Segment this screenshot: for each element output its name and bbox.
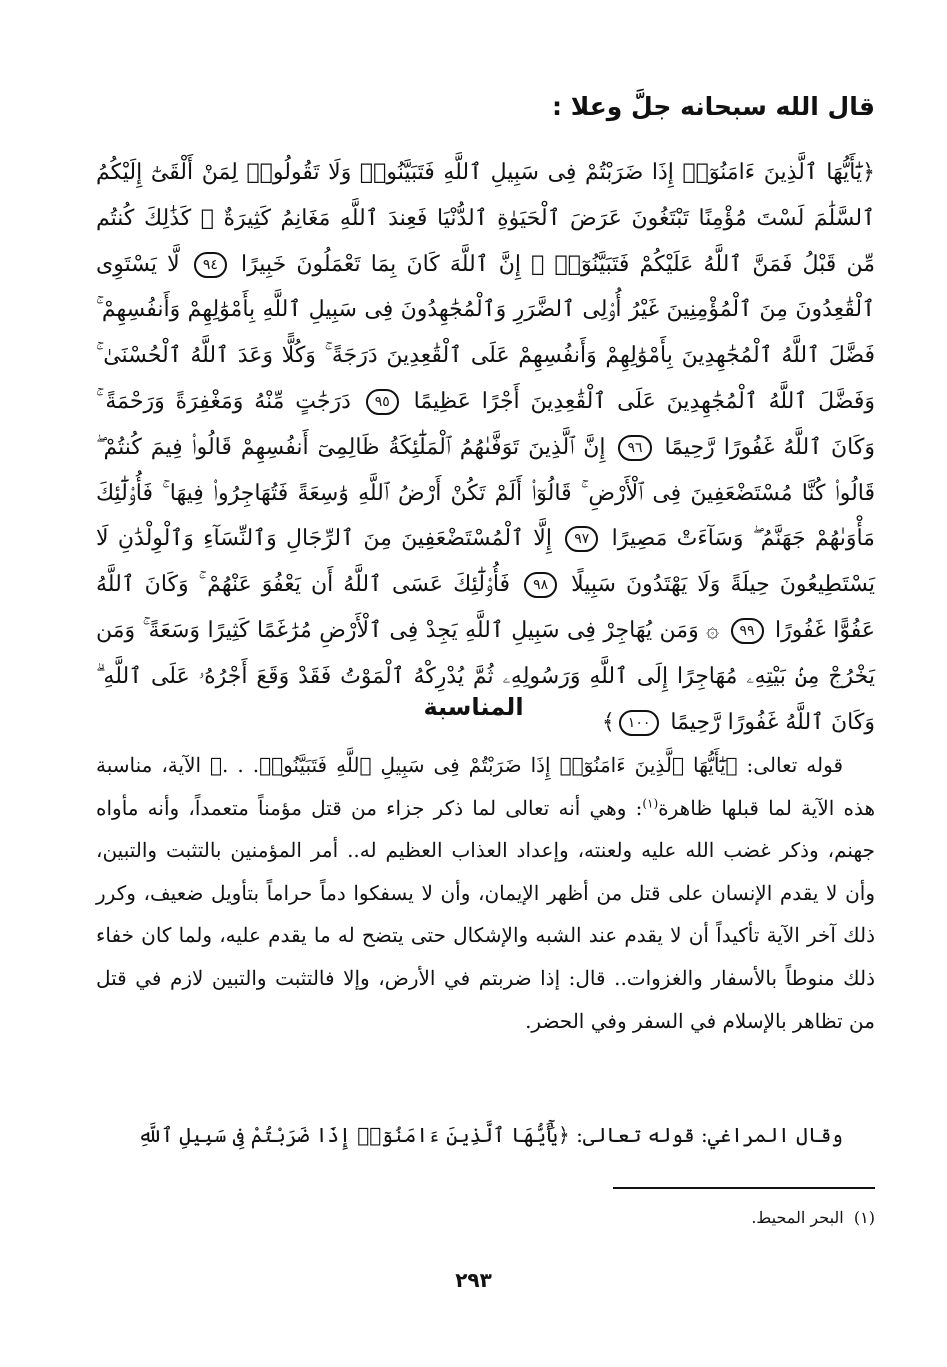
quran-verses	[96, 150, 875, 745]
verse-number-96: ٩٦	[618, 435, 651, 461]
verse-100-text: وَمَن يُهَاجِرْ فِى سَبِيلِ ٱللَّهِ يَجِدْ فِى ٱلْأَرْضِ مُرَٰغَمًا كَثِيرًا وَسَعَةً ۚ وَمَن يَخْرُجْ مِنۢ بَيْتِهِۦ مُهَاجِرًا إِلَى ٱللَّهِ وَرَسُولِهِۦ ثُمَّ يُدْرِكْهُ ٱلْمَوْتُ فَقَدْ وَقَعَ أَجْرُهُۥ عَلَى ٱللَّهِ ۗ وَكَانَ ٱللَّهُ غَفُورًا رَّحِيمًا	[96, 617, 875, 735]
verse-number-99: ٩٩	[731, 618, 764, 644]
verse-95-text: لَّا يَسْتَوِى ٱلْقَٰعِدُونَ مِنَ ٱلْمُؤْمِنِينَ غَيْرُ أُو۟لِى ٱلضَّرَرِ وَٱلْمُجَٰهِدُونَ فِى سَبِيلِ ٱللَّهِ بِأَمْوَٰلِهِمْ وَأَنفُسِهِمْ ۚ فَضَّلَ ٱللَّهُ ٱلْمُجَٰهِدِينَ بِأَمْوَٰلِهِمْ وَأَنفُسِهِمْ عَلَى ٱلْقَٰعِدِينَ دَرَجَةً ۚ وَكُلًّا وَعَدَ ٱللَّهُ ٱلْحُسْنَىٰ ۚ وَفَضَّلَ ٱللَّهُ ٱلْمُجَٰهِدِينَ عَلَى ٱلْقَٰعِدِينَ أَجْرًا عَظِيمًا	[96, 251, 875, 414]
verse-98-text: إِلَّا ٱلْمُسْتَضْعَفِينَ مِنَ ٱلرِّجَالِ وَٱلنِّسَآءِ وَٱلْوِلْدَٰنِ لَا يَسْتَطِيعُونَ حِيلَةً وَلَا يَهْتَدُونَ سَبِيلًا	[96, 526, 875, 598]
verse-94-text: يَٰٓأَيُّهَا ٱلَّذِينَ ءَامَنُوٓا۟ إِذَا ضَرَبْتُمْ فِى سَبِيلِ ٱللَّهِ فَتَبَيَّنُوا۟ وَلَا تَقُولُوا۟ لِمَنْ أَلْقَىٰٓ إِلَيْكُمُ ٱلسَّلَٰمَ لَسْتَ مُؤْمِنًا تَبْتَغُونَ عَرَضَ ٱلْحَيَوٰةِ ٱلدُّنْيَا فَعِندَ ٱللَّهِ مَغَانِمُ كَثِيرَةٌ ۚ كَذَٰلِكَ كُنتُم مِّن قَبْلُ فَمَنَّ ٱللَّهُ عَلَيْكُمْ فَتَبَيَّنُوٓا۟ ۚ إِنَّ ٱللَّهَ كَانَ بِمَا تَعْمَلُونَ خَبِيرًا	[96, 160, 875, 277]
hizb-ornament-icon: ۞	[706, 617, 720, 643]
paragraph-text: وقال المراغي: قوله تعالى:	[569, 1123, 843, 1147]
verse-number-97: ٩٧	[565, 526, 598, 552]
section-heading: المناسبة	[423, 693, 524, 721]
verse-number-100: ١٠٠	[619, 710, 660, 736]
footnote-marker: (١)	[853, 1208, 875, 1227]
footnote-reference[interactable]: (١)	[642, 795, 659, 810]
verse-number-95: ٩٥	[366, 389, 399, 415]
quoted-verse: ﴿يَٰٓأَيُّهَا ٱلَّذِينَ ءَامَنُوٓا۟ إِذَا ضَرَبْتُمْ فِى سَبِيلِ ٱللَّهِ فَتَبَيَّنُوا۟. . .﴾	[210, 753, 738, 777]
page-number: ٢٩٣	[455, 1268, 492, 1292]
intro-heading: قال الله سبحانه جلَّ وعلا :	[552, 92, 875, 121]
paragraph-munasaba	[96, 744, 875, 1042]
verse-number-98: ٩٨	[524, 572, 557, 598]
footnote	[375, 1204, 875, 1232]
quran-close-bracket: ﴾	[601, 709, 615, 735]
paragraph-text: الآية، مناسبة هذه الآية لما قبلها ظاهرة	[96, 753, 875, 820]
verse-96-text: دَرَجَٰتٍ مِّنْهُ وَمَغْفِرَةً وَرَحْمَةً ۚ وَكَانَ ٱللَّهُ غَفُورًا رَّحِيمًا	[96, 388, 875, 460]
paragraph-text: قوله تعالى:	[737, 753, 844, 777]
quran-open-bracket: ﴿	[862, 160, 875, 185]
paragraph-text: : وهي أنه تعالى لما ذكر جزاء من قتل مؤمناً متعمداً، وأنه مأواه جهنم، وذكر غضب الله عليه ولعنته، وإعداد العذاب العظيم له.. أمر المؤمنين بالتثبت والتبين، وأن لا يقدم الإنسان على قتل من أظهر الإيمان، وأن لا يسفكوا دماً حراماً بتأويل ضعيف، وكرر ذلك آخر الآية تأكيداً أن لا يقدم عند الشبه والإشكال حتى يتضح له ما يقدم عليه، ولما كان خفاء ذلك منوطاً بالأسفار والغزوات.. قال: إذا ضربتم في الأرض، وإلا فالتثبت والتبين لازم في قتل من تظاهر بالإسلام في السفر وفي الحضر.	[96, 795, 875, 1033]
verse-number-94: ٩٤	[194, 252, 227, 278]
footnote-text: البحر المحيط.	[751, 1208, 844, 1227]
footnote-divider	[613, 1187, 875, 1189]
quoted-verse: ﴿يَٰٓأَيُّهَا ٱلَّذِينَ ءَامَنُوٓا۟ إِذَا ضَرَبْتُمْ فِى سَبِيلِ ٱللَّهِ	[137, 1123, 570, 1147]
paragraph-maraghi	[96, 1114, 875, 1156]
verse-99-text: فَأُو۟لَٰٓئِكَ عَسَى ٱللَّهُ أَن يَعْفُوَ عَنْهُمْ ۚ وَكَانَ ٱللَّهُ عَفُوًّا غَفُورًا	[96, 572, 875, 643]
verse-97-text: إِنَّ ٱلَّذِينَ تَوَفَّىٰهُمُ ٱلْمَلَٰٓئِكَةُ ظَالِمِىٓ أَنفُسِهِمْ قَالُوا۟ فِيمَ كُنتُمْ ۖ قَالُوا۟ كُنَّا مُسْتَضْعَفِينَ فِى ٱلْأَرْضِ ۚ قَالُوٓا۟ أَلَمْ تَكُنْ أَرْضُ ٱللَّهِ وَٰسِعَةً فَتُهَاجِرُوا۟ فِيهَا ۚ فَأُو۟لَٰٓئِكَ مَأْوَىٰهُمْ جَهَنَّمُ ۖ وَسَآءَتْ مَصِيرًا	[96, 434, 875, 552]
